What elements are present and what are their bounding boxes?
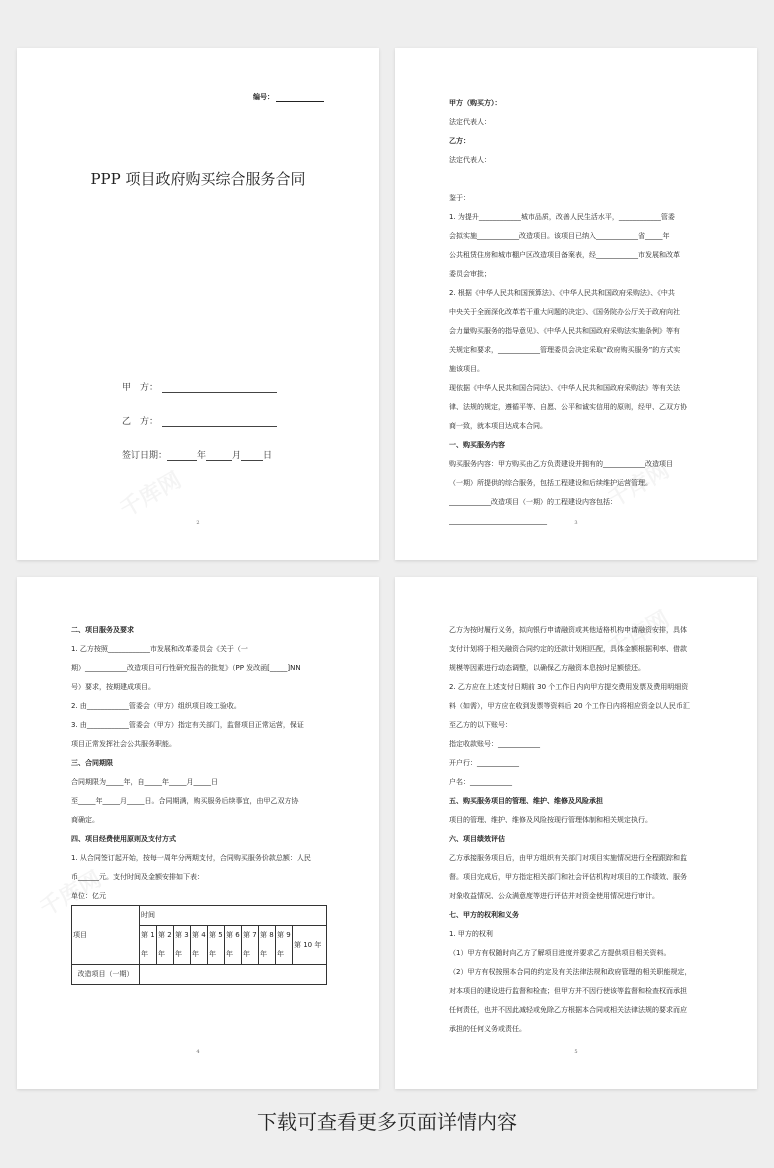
party-b-blank [162,417,277,427]
text-line: 商确定。 [71,816,99,824]
text-line: 期）____________改造项目可行性研究报告的批复》（PP 发改函[_____]NN [71,664,301,672]
text-line: 项目正常发挥社会公共服务职能。 [71,740,176,748]
month-blank [206,451,232,461]
party-a-blank [162,383,277,393]
text-line: 支付计划将于相关融资合同约定的还款计划相匹配，具体金额根据利率、借款 [449,645,687,653]
text-line: 会力量购买服务的指导意见》、《中华人民共和国政府采购法实施条例》等有 [449,327,680,335]
text-line: 会拟实施____________改造项目。该项目已纳入____________省_____年 [449,232,670,240]
text-line: 对本项目的建设进行监督和检查；但甲方并不因行使该等监督和检查权而承担 [449,987,687,995]
table-year-header: 第 3 年 [174,926,191,965]
text-line: 购买服务内容：甲方购买由乙方负责建设并拥有的____________改造项目 [449,460,673,468]
contract-title: PPP 项目政府购买综合服务合同 [90,170,306,188]
download-more-caption: 下载可查看更多页面详情内容 [257,1110,517,1134]
table-year-header: 第 1 年 [140,926,157,965]
contract-page-cover [17,48,379,560]
text-line: 至_____年_____月_____日。合同期满，购买服务后续事宜，由甲乙双方协 [71,797,299,805]
section-heading: 四、项目经费使用原则及支付方式 [71,835,176,843]
table-year-header: 第 6 年 [225,926,242,965]
page-body [71,621,343,906]
table-header-time: 时间 [140,906,327,926]
text-line: 规模等因素进行动态调整，以确保乙方融资本息按时足额偿还。 [449,664,645,672]
text-line: 1. 乙方按照____________市发展和改革委员会《关于（一 [71,645,248,653]
section-heading: 五、购买服务项目的管理、维护、维修及风险承担 [449,797,603,805]
text-line: 律、法规的规定，遵循平等、自愿、公平和诚实信用的原则，经甲、乙双方协 [449,403,687,411]
page-number: 3 [574,520,578,526]
contract-number [253,92,324,102]
text-line: 2. 根据《中华人民共和国预算法》、《中华人民共和国政府采购法》、《中共 [449,289,675,297]
page-body [449,94,721,531]
text-line: ____________________________ [449,517,547,525]
section-heading: 六、项目绩效评估 [449,835,505,843]
text-line: 币______元。支付时间及金额安排如下表： [71,873,204,881]
text-line: 中央关于全面深化改革若干重大问题的决定》、《国务院办公厅关于政府向社 [449,308,680,316]
text-line [449,170,721,189]
text-line: 施该项目。 [449,365,484,373]
text-line: 关规定和要求，____________管理委员会决定采取“政府购买服务”的方式实 [449,346,681,354]
section-heading: 甲方（购买方）： [449,99,502,107]
text-line: 至乙方的以下账号： [449,721,512,729]
day-blank [241,451,263,461]
table-header-item: 项目 [72,906,140,965]
text-line: 合同期限为_____年，自_____年_____月_____日 [71,778,218,786]
section-heading: 七、甲方的权利和义务 [449,911,519,919]
party-a-label: 甲 方： [122,383,159,393]
contract-page-3 [395,48,757,560]
payment-schedule-table [71,905,327,985]
table-row [72,965,327,985]
table-year-header: 第 9 年 [276,926,293,965]
text-line: 乙方为按时履行义务，拟向银行申请融资或其他适格机构申请融资安排，具体 [449,626,687,634]
text-line: 单位：亿元 [71,892,106,900]
section-heading: 二、项目服务及要求 [71,626,134,634]
text-line: 1. 从合同签订起开始，按每一周年分两期支付，合同购买服务价款总额：人民 [71,854,311,862]
text-line: 项目的管理、维护、维修及风险按现行管理体制和相关规定执行。 [449,816,652,824]
sign-date-label: 签订日期： [122,451,168,461]
text-line: 号）要求，按期建成项目。 [71,683,155,691]
text-line: 1. 为提升____________城市品质，改善人民生活水平，____________管委 [449,213,675,221]
text-line: （1）甲方有权随时向乙方了解项目进度并要求乙方提供项目相关资料。 [449,949,671,957]
text-line: 乙方承接服务项目后，由甲方组织有关部门对项目实施情况进行全程跟踪和监 [449,854,687,862]
text-line: 法定代表人： [449,156,491,164]
text-line: 3. 由____________管委会（甲方）指定有关部门，监督项目正常运营，保证 [71,721,304,729]
watermark [114,464,187,524]
table-year-header: 第 4 年 [191,926,208,965]
text-line: 2. 乙方应在上述支付日期前 30 个工作日内向甲方提交费用发票及费用明细资 [449,683,689,691]
page-number: 2 [196,520,200,526]
contract-number-blank [276,94,324,102]
text-line: 现依据《中华人民共和国合同法》、《中华人民共和国政府采购法》等有关法 [449,384,680,392]
table-year-header: 第 2 年 [157,926,174,965]
page-body [449,621,721,1039]
table-year-header: 第 5 年 [208,926,225,965]
text-line: 任何责任，也并不因此减轻或免除乙方根据本合同或相关法律法规的要求而应 [449,1006,687,1014]
contract-page-5 [395,577,757,1089]
page-number: 4 [196,1049,200,1055]
text-line: 2. 由____________管委会（甲方）组织项目竣工验收。 [71,702,241,710]
section-heading: 乙方： [449,137,470,145]
text-line: 督。项目完成后，甲方指定相关部门和社会评估机构对项目的工作绩效、服务 [449,873,687,881]
table-cell [140,965,327,985]
sign-date-line [122,448,272,461]
text-line: （一期）所提供的综合服务，包括工程建设和后续维护运营管理。 [449,479,652,487]
text-line: 对象收益情况、公众满意度等进行评估并对资金使用情况进行审计。 [449,892,659,900]
text-line: 委员会审批； [449,270,491,278]
text-line: 开户行：____________ [449,759,519,767]
contract-number-label: 编号： [253,93,274,101]
text-line: 1. 甲方的权利 [449,930,493,938]
text-line: ____________改造项目（一期）的工程建设内容包括： [449,498,617,506]
year-label: 年 [197,451,207,461]
text-line: 户名：____________ [449,778,512,786]
party-b-line [122,414,277,427]
text-line: 公共租赁住房和城市棚户区改造项目备案表，经____________市发展和改革 [449,251,680,259]
text-line: 鉴于： [449,194,470,202]
table-year-header: 第 7 年 [242,926,259,965]
table-row-label: 改造项目（一期） [72,965,140,985]
party-a-line [122,380,277,393]
text-line: 料（如需），甲方应在收到发票等资料后 20 个工作日内将相应资金以人民币汇 [449,702,690,710]
contract-page-4 [17,577,379,1089]
text-line: （2）甲方有权按照本合同的约定及有关法律法规和政府管理的相关职能规定， [449,968,692,976]
month-label: 月 [232,451,242,461]
table-row [72,906,327,926]
day-label: 日 [263,451,273,461]
text-line: 指定收款账号：____________ [449,740,540,748]
table-year-header: 第 8 年 [259,926,276,965]
text-line: 承担的任何义务或责任。 [449,1025,526,1033]
text-line: 法定代表人： [449,118,491,126]
text-line: 商一致，就本项目达成本合同。 [449,422,547,430]
table-year-header: 第 10 年 [293,926,327,965]
year-blank [167,451,197,461]
section-heading: 三、合同期限 [71,759,113,767]
party-b-label: 乙 方： [122,417,159,427]
page-number: 5 [574,1049,578,1055]
section-heading: 一、购买服务内容 [449,441,505,449]
